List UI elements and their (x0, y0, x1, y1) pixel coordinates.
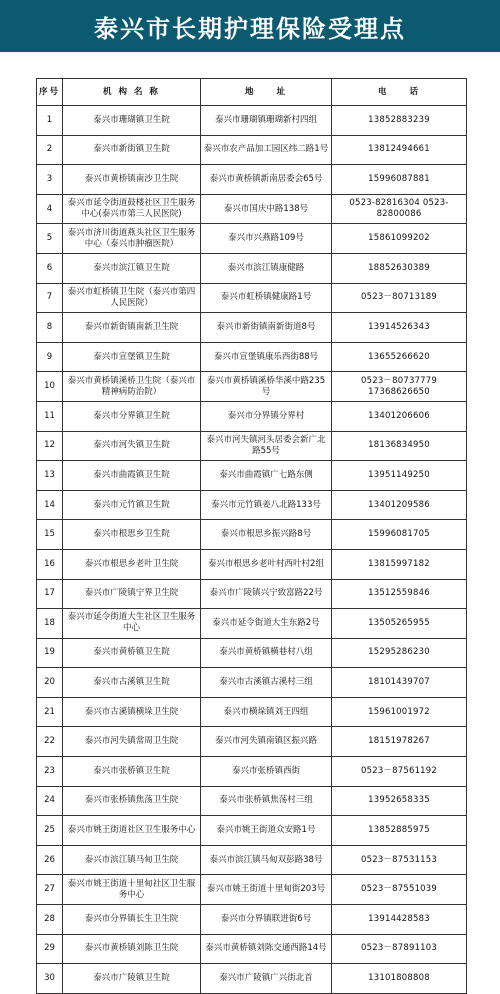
cell-institution-name: 泰兴市古溪镇横垛卫生院 (63, 697, 201, 727)
cell-institution-name: 泰兴市姚王街道十里甸社区卫生服务中心 (63, 875, 201, 905)
cell-number: 27 (37, 875, 63, 905)
cell-number: 20 (37, 668, 63, 698)
cell-phone: 18136834950 (332, 431, 467, 461)
cell-number: 26 (37, 845, 63, 875)
cell-phone: 13812494661 (332, 135, 467, 165)
cell-phone: 0523-82816304 0523-82800086 (332, 194, 467, 224)
table-row (37, 401, 467, 431)
cell-institution-name: 泰兴市延令街道鼓楼社区卫生服务中心(泰兴市第三人民医院) (63, 194, 201, 224)
cell-phone: 13815997182 (332, 549, 467, 579)
cell-institution-name: 泰兴市济川街道燕头社区卫生服务中心（泰兴市肿瘤医院） (63, 224, 201, 254)
cell-number: 24 (37, 786, 63, 816)
cell-institution-name: 泰兴市广陵镇卫生院 (63, 964, 201, 994)
cell-institution-name: 泰兴市分界镇卫生院 (63, 401, 201, 431)
table-row (37, 964, 467, 994)
table-row (37, 579, 467, 609)
cell-number: 6 (37, 253, 63, 283)
table-container (36, 78, 466, 994)
cell-number: 21 (37, 697, 63, 727)
table-row (37, 461, 467, 491)
table-row (37, 609, 467, 639)
cell-number: 1 (37, 106, 63, 136)
page-title: 泰兴市长期护理保险受理点 (94, 14, 406, 43)
cell-address: 泰兴市分界镇联进街6号 (201, 905, 332, 935)
table-row (37, 342, 467, 372)
cell-phone: 15861099202 (332, 224, 467, 254)
column-header-name: 机 构 名 称 (63, 79, 201, 106)
cell-number: 3 (37, 165, 63, 195)
cell-address: 泰兴市宣堡镇康乐西街88号 (201, 342, 332, 372)
table-row (37, 845, 467, 875)
cell-number: 5 (37, 224, 63, 254)
table-row (37, 106, 467, 136)
table-row (37, 549, 467, 579)
cell-institution-name: 泰兴市黄桥镇卫生院 (63, 638, 201, 668)
cell-address: 泰兴市黄桥镇横巷村八组 (201, 638, 332, 668)
table-row (37, 490, 467, 520)
cell-number: 11 (37, 401, 63, 431)
cell-address: 泰兴市珊瑚镇珊瑚新村四组 (201, 106, 332, 136)
cell-institution-name: 泰兴市古溪镇卫生院 (63, 668, 201, 698)
table-row (37, 668, 467, 698)
cell-phone: 0523－87891103 (332, 934, 467, 964)
cell-institution-name: 泰兴市根思乡老叶卫生院 (63, 549, 201, 579)
table-row (37, 727, 467, 757)
cell-number: 22 (37, 727, 63, 757)
cell-institution-name: 泰兴市河失镇卫生院 (63, 431, 201, 461)
table-row (37, 283, 467, 313)
cell-institution-name: 泰兴市元竹镇卫生院 (63, 490, 201, 520)
cell-address: 泰兴市古溪镇古溪村三组 (201, 668, 332, 698)
cell-address: 泰兴市张桥镇西街 (201, 757, 332, 787)
cell-number: 14 (37, 490, 63, 520)
cell-address: 泰兴市新街镇南新街道8号 (201, 313, 332, 343)
column-header-phone: 电 话 (332, 79, 467, 106)
cell-address: 泰兴市姚王街道十里甸街203号 (201, 875, 332, 905)
cell-address: 泰兴市姚王街道众安路1号 (201, 816, 332, 846)
cell-address: 泰兴市农产品加工园区纬二路1号 (201, 135, 332, 165)
cell-address: 泰兴市延令街道大生东路2号 (201, 609, 332, 639)
cell-number: 4 (37, 194, 63, 224)
cell-phone: 0523－87551039 (332, 875, 467, 905)
cell-phone: 0523－87561192 (332, 757, 467, 787)
table-row (37, 520, 467, 550)
cell-phone: 13951149250 (332, 461, 467, 491)
table-row (37, 905, 467, 935)
column-header-address: 地 址 (201, 79, 332, 106)
table-row (37, 194, 467, 224)
cell-institution-name: 泰兴市分界镇长生卫生院 (63, 905, 201, 935)
cell-phone: 13401209586 (332, 490, 467, 520)
cell-institution-name: 泰兴市滨江镇卫生院 (63, 253, 201, 283)
cell-phone: 13914526343 (332, 313, 467, 343)
cell-institution-name: 泰兴市黄桥镇溪桥卫生院（泰兴市精神病防治院） (63, 372, 201, 402)
table-row (37, 372, 467, 402)
cell-institution-name: 泰兴市延令街道大生社区卫生服务中心 (63, 609, 201, 639)
cell-address: 泰兴市滨江镇康健路 (201, 253, 332, 283)
cell-phone: 15996087881 (332, 165, 467, 195)
cell-institution-name: 泰兴市河失镇常周卫生院 (63, 727, 201, 757)
cell-phone: 13512559846 (332, 579, 467, 609)
cell-institution-name: 泰兴市虹桥镇卫生院（泰兴市第四人民医院） (63, 283, 201, 313)
cell-address: 泰兴市张桥镇焦荡村三组 (201, 786, 332, 816)
table-row (37, 224, 467, 254)
cell-institution-name: 泰兴市滨江镇马甸卫生院 (63, 845, 201, 875)
cell-number: 13 (37, 461, 63, 491)
cell-institution-name: 泰兴市珊瑚镇卫生院 (63, 106, 201, 136)
cell-number: 30 (37, 964, 63, 994)
table-row (37, 313, 467, 343)
cell-address: 泰兴市根思乡振兴路8号 (201, 520, 332, 550)
cell-address: 泰兴市根思乡老叶村西叶村2组 (201, 549, 332, 579)
cell-number: 17 (37, 579, 63, 609)
cell-institution-name: 泰兴市宣堡镇卫生院 (63, 342, 201, 372)
cell-address: 泰兴市分界镇分界村 (201, 401, 332, 431)
cell-phone: 13655266620 (332, 342, 467, 372)
cell-number: 23 (37, 757, 63, 787)
acceptance-points-table (36, 78, 467, 994)
cell-number: 10 (37, 372, 63, 402)
cell-institution-name: 泰兴市新街镇南新卫生院 (63, 313, 201, 343)
cell-address: 泰兴市滨江镇马甸双彭路38号 (201, 845, 332, 875)
column-header-number: 序号 (37, 79, 63, 106)
cell-address: 泰兴市广陵镇广兴街北首 (201, 964, 332, 994)
table-row (37, 697, 467, 727)
table-row (37, 757, 467, 787)
cell-institution-name: 泰兴市新街镇卫生院 (63, 135, 201, 165)
cell-address: 泰兴市广陵镇兴宁致富路22号 (201, 579, 332, 609)
cell-number: 28 (37, 905, 63, 935)
table-row (37, 638, 467, 668)
cell-phone: 13852885975 (332, 816, 467, 846)
cell-number: 9 (37, 342, 63, 372)
table-row (37, 165, 467, 195)
cell-phone: 13852883239 (332, 106, 467, 136)
table-row (37, 786, 467, 816)
cell-number: 15 (37, 520, 63, 550)
cell-phone: 13914428583 (332, 905, 467, 935)
table-row (37, 816, 467, 846)
cell-phone: 15996081705 (332, 520, 467, 550)
cell-address: 泰兴市黄桥镇溪桥华溪中路235号 (201, 372, 332, 402)
cell-institution-name: 泰兴市根思乡卫生院 (63, 520, 201, 550)
cell-institution-name: 泰兴市张桥镇卫生院 (63, 757, 201, 787)
cell-address: 泰兴市元竹镇姜八北路133号 (201, 490, 332, 520)
table-header-row (37, 79, 467, 106)
cell-address: 泰兴市黄桥镇新南居委会65号 (201, 165, 332, 195)
table-row (37, 431, 467, 461)
cell-number: 25 (37, 816, 63, 846)
cell-phone: 15295286230 (332, 638, 467, 668)
cell-address: 泰兴市河失镇河头居委会新广北路55号 (201, 431, 332, 461)
cell-phone: 13505265955 (332, 609, 467, 639)
cell-number: 2 (37, 135, 63, 165)
cell-address: 泰兴市黄桥镇刘陈交通西路14号 (201, 934, 332, 964)
cell-phone: 15961001972 (332, 697, 467, 727)
cell-institution-name: 泰兴市黄桥镇刘陈卫生院 (63, 934, 201, 964)
cell-phone: 18151978267 (332, 727, 467, 757)
cell-phone: 18101439707 (332, 668, 467, 698)
cell-phone: 13401206606 (332, 401, 467, 431)
table-row (37, 253, 467, 283)
cell-number: 16 (37, 549, 63, 579)
cell-address: 泰兴市横垛镇刘王四组 (201, 697, 332, 727)
cell-number: 8 (37, 313, 63, 343)
cell-institution-name: 泰兴市广陵镇宁界卫生院 (63, 579, 201, 609)
cell-number: 18 (37, 609, 63, 639)
cell-number: 29 (37, 934, 63, 964)
cell-phone: 0523－87531153 (332, 845, 467, 875)
cell-phone: 0523－80737779 17368626650 (332, 372, 467, 402)
cell-address: 泰兴市兴燕路109号 (201, 224, 332, 254)
cell-phone: 13952658335 (332, 786, 467, 816)
cell-address: 泰兴市虹桥镇健康路1号 (201, 283, 332, 313)
cell-number: 7 (37, 283, 63, 313)
cell-address: 泰兴市河失镇南镇区振兴路 (201, 727, 332, 757)
cell-institution-name: 泰兴市张桥镇焦荡卫生院 (63, 786, 201, 816)
cell-phone: 13101808808 (332, 964, 467, 994)
cell-institution-name: 泰兴市曲霞镇卫生院 (63, 461, 201, 491)
cell-institution-name: 泰兴市黄桥镇南沙卫生院 (63, 165, 201, 195)
cell-number: 12 (37, 431, 63, 461)
table-row (37, 875, 467, 905)
table-row (37, 135, 467, 165)
page-header (0, 0, 500, 52)
cell-address: 泰兴市曲霞镇广七路东侧 (201, 461, 332, 491)
cell-phone: 18852630389 (332, 253, 467, 283)
cell-number: 19 (37, 638, 63, 668)
table-row (37, 934, 467, 964)
cell-institution-name: 泰兴市姚王街道社区卫生服务中心 (63, 816, 201, 846)
cell-address: 泰兴市国庆中路138号 (201, 194, 332, 224)
cell-phone: 0523－80713189 (332, 283, 467, 313)
